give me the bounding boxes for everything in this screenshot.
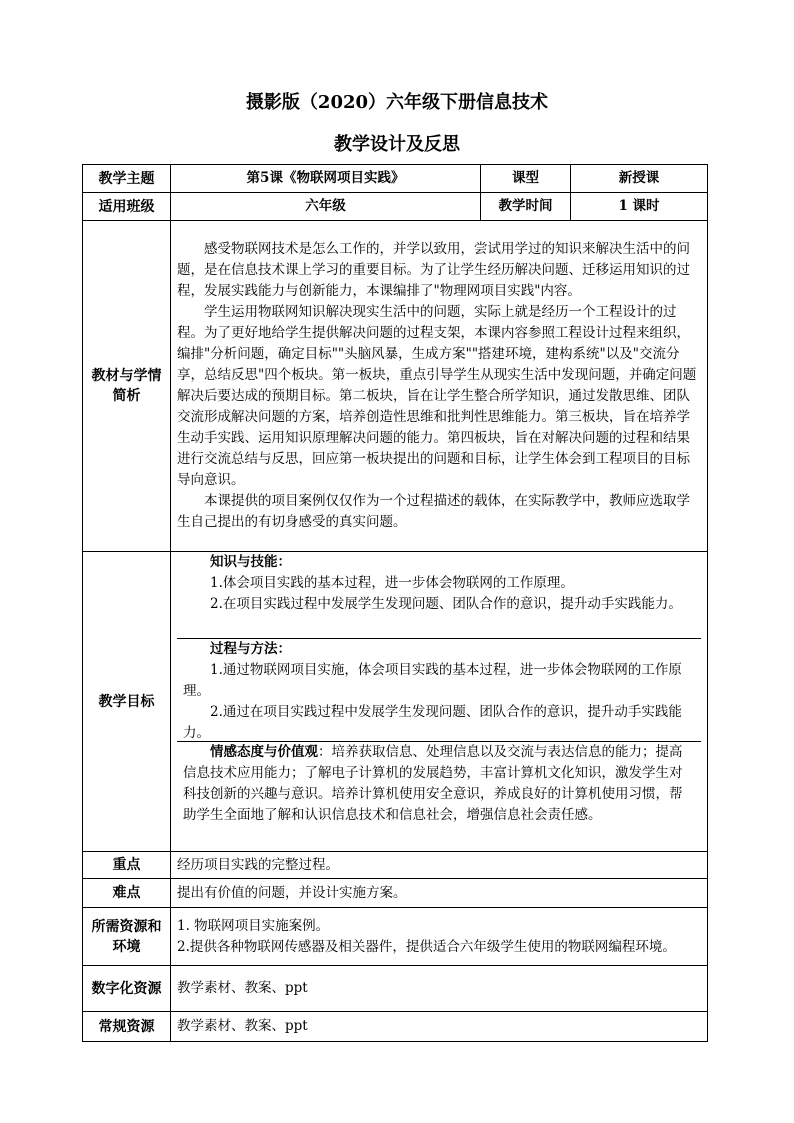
lesson-type-label: 课型 [481,165,571,193]
attitude-text [183,742,695,826]
goals-content [171,552,708,852]
teaching-time-value: 1 课时 [571,193,708,221]
class-value: 六年级 [171,193,481,221]
analysis-content [171,221,708,552]
document-subtitle: 教学设计及反思 [334,134,460,155]
goals-row [83,552,708,852]
difficulty-label: 难点 [83,879,171,908]
knowledge-section [177,552,701,638]
resource-item: 1. 物联网项目实施案例。 [177,917,330,934]
analysis-row [83,221,708,552]
resources-label: 所需资源和环境 [83,908,171,966]
regular-resources-row [83,1012,708,1042]
knowledge-item: 2.在项目实践过程中发展学生发现问题、团队合作的意识，提升动手实践能力。 [210,596,682,612]
topic-label: 教学主题 [83,165,171,193]
process-item: 2.通过在项目实践过程中发展学生发现问题、团队合作的意识，提升动手实践能力。 [183,704,682,741]
resources-content [171,908,708,966]
resource-item: 2.提供各种物联网传感器及相关器件，提供适合六年级学生使用的物联网编程环境。 [177,938,676,955]
teaching-time-label: 教学时间 [481,193,571,221]
key-label: 重点 [83,852,171,879]
attitude-section [177,741,701,851]
analysis-paragraph: 学生运用物联网知识解决现实生活中的问题，实际上就是经历一个工程设计的过程。为了更好地给学生提供解决问题的过程支架，本课内容参照工程设计过程来组织，编排"分析问题，确定目标""头脑风暴，生成方案""搭建环境，建构系统"以及"交流分享，总结反思"四个板块。第一板块，重点引导学生从现实生活中发现问题，并确定问题解决后要达成的预期目标。第二板块，旨在让学生整合所学知识，通过发散思维、团队交流形成解决问题的方案，培养创造性思维和批判性思维能力。第三板块，旨在培养学生动手实践、运用知识原理解决问题的能力。第四板块，旨在对解决问题的过程和结果进行交流总结与反思，回应第一板块提出的问题和目标，让学生体会到工程项目的目标导向意识。 [177,304,697,488]
digital-resources-value: 教学素材、教案、ppt [171,966,708,1012]
analysis-paragraph: 本课提供的项目案例仅仅作为一个过程描述的载体，在实际教学中，教师应选取学生自己提出的有切身感受的真实问题。 [177,493,690,530]
resources-row [83,908,708,966]
knowledge-heading: 知识与技能： [210,554,291,570]
analysis-label: 教材与学情简析 [83,221,171,552]
lesson-plan-table [82,164,708,1042]
digital-resources-row [83,966,708,1012]
goals-label: 教学目标 [83,552,171,852]
class-row [83,193,708,221]
document-title: 摄影版（2020）六年级下册信息技术 [245,92,549,113]
regular-resources-value: 教学素材、教案、ppt [171,1012,708,1042]
key-value: 经历项目实践的完整过程。 [171,852,708,879]
class-label: 适用班级 [83,193,171,221]
key-row [83,852,708,879]
process-item: 1.通过物联网项目实施，体会项目实践的基本过程，进一步体会物联网的工作原理。 [183,662,682,699]
lesson-type-value: 新授课 [571,165,708,193]
regular-resources-label: 常规资源 [83,1012,171,1042]
process-section [177,638,701,741]
difficulty-row [83,879,708,908]
topic-row [83,165,708,193]
difficulty-value: 提出有价值的问题，并设计实施方案。 [171,879,708,908]
attitude-body: ：培养获取信息、处理信息以及交流与表达信息的能力；提高信息技术应用能力；了解电子计算机的发展趋势，丰富计算机文化知识，激发学生对科技创新的兴趣与意识。培养计算机使用安全意识，养成良好的计算机使用习惯，帮助学生全面地了解和认识信息技术和信息社会，增强信息社会责任感。 [183,744,683,823]
digital-resources-label: 数字化资源 [83,966,171,1012]
process-heading: 过程与方法： [210,641,291,657]
knowledge-item: 1.体会项目实践的基本过程，进一步体会物联网的工作原理。 [210,575,574,591]
topic-value: 第5课《物联网项目实践》 [171,165,481,193]
attitude-heading: 情感态度与价值观 [210,744,318,760]
analysis-paragraph: 感受物联网技术是怎么工作的，并学以致用，尝试用学过的知识来解决生活中的问题，是在信息技术课上学习的重要目标。为了让学生经历解决问题、迁移运用知识的过程，发展实践能力与创新能力，本课编排了"物理网项目实践"内容。 [177,241,690,299]
